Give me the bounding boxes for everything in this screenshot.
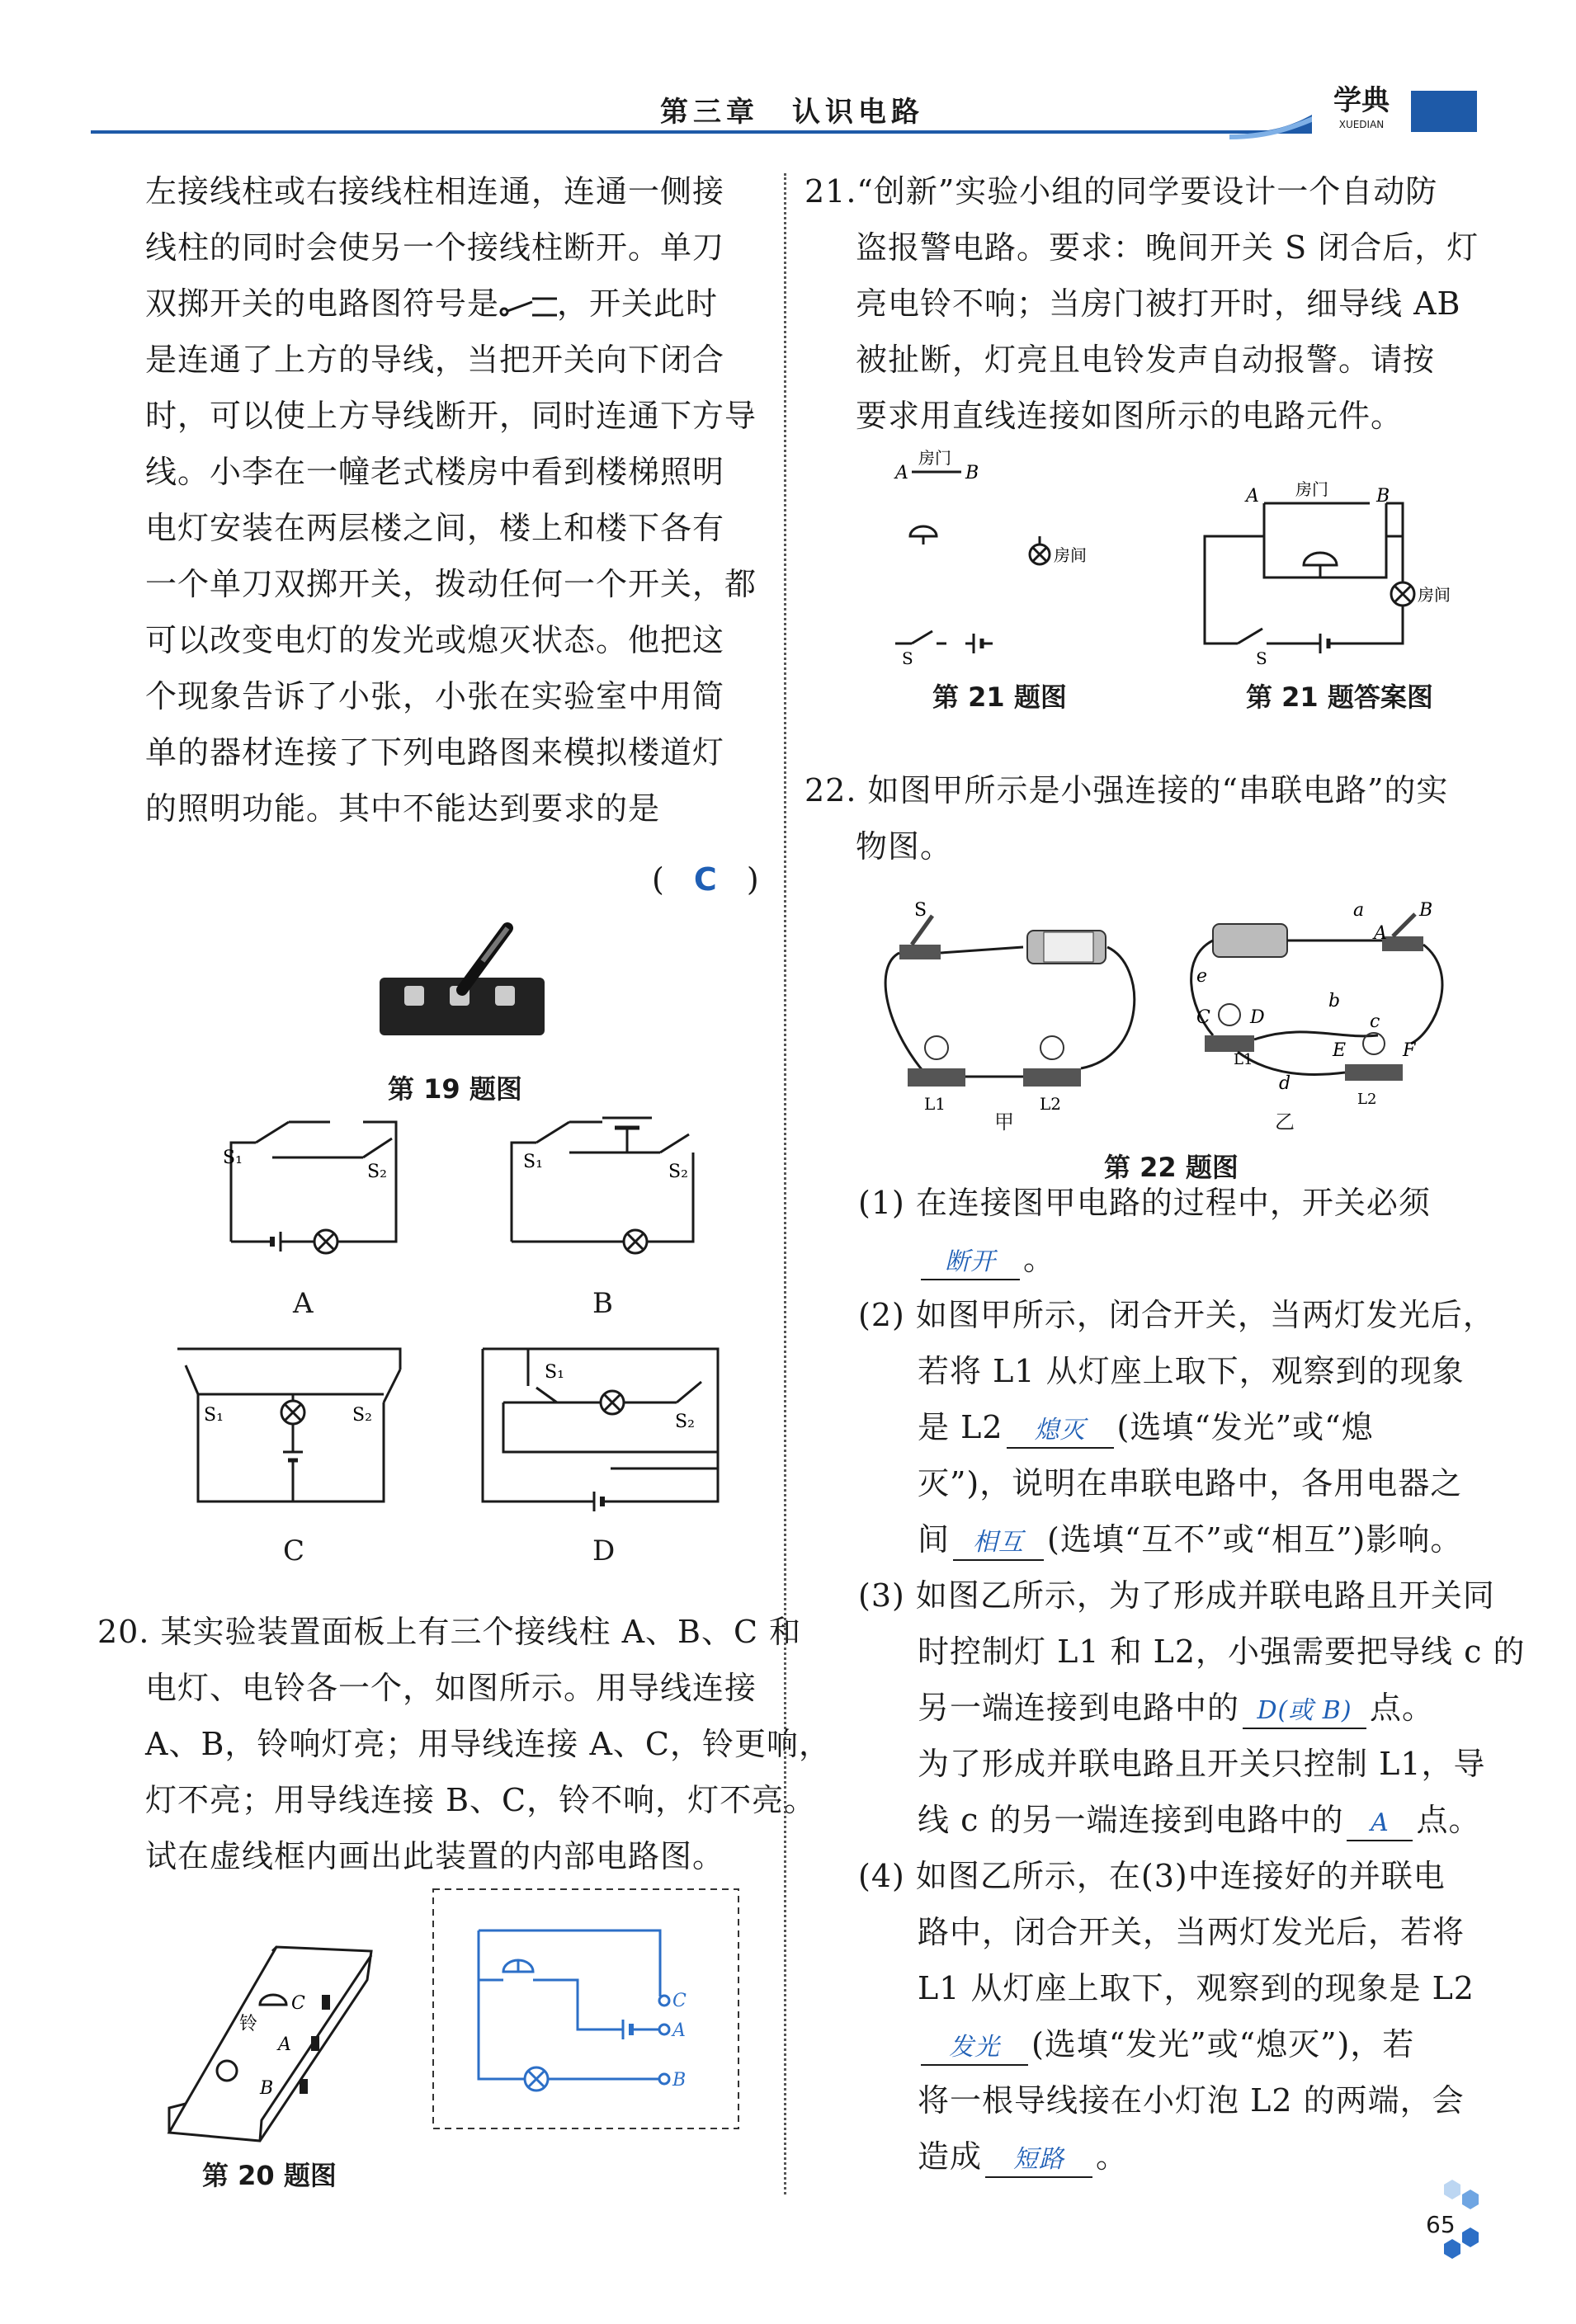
q21-line: 被扯断，灯亮且电铃发声自动报警。请按 [856, 342, 1436, 378]
spdt-switch-icon [499, 290, 557, 323]
q19-line: 电灯安装在两层楼之间，楼上和楼下各有 [145, 510, 725, 546]
q21-answer-figure [1205, 479, 1477, 668]
q20-panel-drawing [169, 1947, 375, 2153]
q22-line: 灭”)，说明在串联电路中，各用电器之 [918, 1465, 1463, 1501]
q19-answer: C [693, 861, 718, 898]
svg-text:A: A [895, 463, 908, 483]
q22-line: 若将 L1 从灯座上取下，观察到的现象 [918, 1353, 1465, 1389]
q21-line: 21.“创新”实验小组的同学要设计一个自动防 [805, 173, 1438, 210]
svg-text:B: B [965, 463, 979, 483]
q20-caption: 第 20 题图 [202, 2160, 337, 2191]
answer-blank: A [1347, 1807, 1413, 1841]
q21-text [805, 163, 1481, 444]
svg-text:房间: 房间 [1418, 585, 1451, 605]
q21-figure [887, 445, 1135, 668]
q22-line: 发光 (选填“发光”或“熄灭”)，若 [858, 2016, 1485, 2072]
svg-text:S₁: S₁ [523, 1152, 543, 1172]
q22-line: L1 从灯座上取下，观察到的现象是 L2 [918, 1970, 1475, 2006]
q21-caption-left: 第 21 题图 [932, 681, 1067, 713]
svg-text:B: B [260, 2078, 274, 2099]
svg-text:e: e [1196, 966, 1208, 987]
q19-text [145, 163, 764, 837]
svg-text:D: D [1250, 1007, 1265, 1028]
q19-circuit-d [479, 1345, 726, 1518]
q22-line: (3) 如图乙所示，为了形成并联电路且开关同 [858, 1577, 1495, 1614]
svg-text:C: C [291, 1993, 305, 2014]
q19-line: 的照明功能。其中不能达到要求的是 [145, 790, 661, 827]
q22-line: 造成 短路 。 [858, 2128, 1485, 2185]
answer-blank: 短路 [985, 2143, 1092, 2178]
q22-line: 是 L2 熄灭 (选填“发光”或“熄 [858, 1399, 1485, 1455]
q19-line: 单的器材连接了下列电路图来模拟楼道灯 [145, 734, 725, 771]
svg-text:S: S [902, 648, 913, 668]
q22-line: 断开 。 [858, 1231, 1485, 1287]
svg-text:房门: 房门 [1295, 479, 1328, 499]
svg-text:S: S [1256, 648, 1267, 668]
svg-text:B: B [1419, 900, 1433, 921]
q19-line: 时，可以使上方导线断开，同时连通下方导 [145, 398, 757, 434]
q19-circuit-a [198, 1118, 413, 1258]
q19-option-a: A [293, 1287, 314, 1320]
svg-text:S₂: S₂ [675, 1412, 695, 1432]
svg-text:d: d [1279, 1073, 1291, 1094]
q19-line: 是连通了上方的导线，当把开关向下闭合 [145, 342, 725, 378]
hexagon-decoration-icon [1436, 2178, 1485, 2269]
q19-line: 一个单刀双掷开关，拨动任何一个开关，都 [145, 566, 757, 602]
svg-text:房间: 房间 [1054, 545, 1087, 565]
q22-line: (1) 在连接图甲电路的过程中，开关必须 [858, 1185, 1431, 1221]
q20-line: 电灯、电铃各一个，如图所示。用导线连接 [145, 1670, 757, 1706]
q19-option-b: B [592, 1287, 613, 1320]
answer-blank: 相互 [953, 1526, 1044, 1561]
q19-line: 可以改变电灯的发光或熄灭状态。他把这 [145, 622, 725, 658]
answer-blank: 熄灭 [1007, 1414, 1114, 1449]
answer-blank: D(或 B) [1243, 1695, 1366, 1729]
q19-circuit-c [177, 1345, 408, 1518]
q22-line: 时控制灯 L1 和 L2，小强需要把导线 c 的 [918, 1633, 1526, 1670]
q19-switch-photo [371, 907, 553, 1048]
q20-text [97, 1604, 831, 1884]
q22-line: 将一根导线接在小灯泡 L2 的两端，会 [918, 2082, 1465, 2119]
svg-text:L1: L1 [1234, 1051, 1253, 1068]
q19-line: 线柱的同时会使另一个接线柱断开。单刀 [145, 229, 725, 266]
svg-text:房门: 房门 [918, 448, 951, 468]
q22-line: 线 c 的另一端连接到电路中的 A 点。 [858, 1792, 1485, 1848]
q22-fig-left-label: 甲 [994, 1110, 1014, 1134]
brand-logo [1312, 82, 1411, 140]
chapter-title: 第三章 认识电路 [660, 96, 924, 129]
page-header [91, 82, 1477, 140]
bell-label: 铃 [239, 2014, 258, 2034]
svg-text:C: C [1196, 1007, 1210, 1028]
q22-line: (4) 如图乙所示，在(3)中连接好的并联电 [858, 1858, 1446, 1894]
q20-line: 试在虚线框内画出此装置的内部电路图。 [145, 1838, 725, 1874]
q22-caption: 第 22 题图 [1104, 1152, 1239, 1183]
q21-line: 要求用直线连接如图所示的电路元件。 [856, 398, 1404, 434]
q22-fig-right-label: 乙 [1275, 1110, 1295, 1134]
svg-text:c: c [1370, 1011, 1380, 1032]
svg-text:A: A [278, 2034, 291, 2055]
answer-blank: 断开 [921, 1246, 1020, 1280]
svg-text:E: E [1333, 1040, 1347, 1061]
brand-name: 学典 [1333, 84, 1390, 117]
q19-line: 个现象告诉了小张，小张在实验室中用简 [145, 678, 725, 714]
q22-text [805, 762, 1481, 874]
q22-figure-left [875, 899, 1155, 1114]
svg-text:B: B [1376, 486, 1390, 507]
svg-text:B: B [672, 2070, 687, 2091]
q22-line: 为了形成并联电路且开关只控制 L1，导 [918, 1746, 1486, 1782]
svg-text:S₂: S₂ [668, 1162, 688, 1182]
q21-caption-right: 第 21 题答案图 [1246, 681, 1433, 713]
svg-text:A: A [672, 2020, 686, 2041]
q22-line: 物图。 [856, 828, 953, 865]
q21-line: 亮电铃不响；当房门被打开时，细导线 AB [856, 285, 1461, 322]
svg-text:L1: L1 [924, 1094, 946, 1114]
s1-label: S₁ [223, 1148, 243, 1168]
q19-option-c: C [283, 1534, 305, 1567]
q22-line: 间 相互 (选填“互不”或“相互”)影响。 [858, 1511, 1485, 1567]
q22-line: 路中，闭合开关，当两灯发光后，若将 [918, 1914, 1465, 1950]
q20-line: 灯不亮；用导线连接 B、C，铃不响，灯不亮。 [145, 1782, 817, 1818]
s2-label: S₂ [367, 1162, 387, 1182]
q19-answer-slot: ( C ) [652, 861, 760, 898]
q19-line: 线。小李在一幢老式楼房中看到楼梯照明 [145, 454, 725, 490]
svg-text:b: b [1328, 991, 1341, 1011]
svg-text:L2: L2 [1357, 1091, 1377, 1108]
svg-text:A: A [1246, 486, 1259, 507]
column-divider [784, 173, 786, 2194]
svg-text:S₂: S₂ [352, 1405, 372, 1426]
q19-option-d: D [592, 1534, 616, 1567]
q21-line: 盗报警电路。要求：晚间开关 S 闭合后，灯 [856, 229, 1479, 266]
q19-caption: 第 19 题图 [388, 1073, 522, 1105]
q20-line: 20. 某实验装置面板上有三个接线柱 A、B、C 和 [97, 1614, 802, 1650]
svg-text:S: S [914, 900, 927, 921]
q20-line: A、B，铃响灯亮；用导线连接 A、C，铃更响， [145, 1726, 831, 1762]
answer-blank: 发光 [921, 2031, 1028, 2066]
q19-circuit-b [495, 1118, 718, 1258]
svg-text:L2: L2 [1040, 1094, 1062, 1114]
q22-line: 另一端连接到电路中的 D(或 B) 点。 [858, 1680, 1485, 1736]
q22-line: (2) 如图甲所示，闭合开关，当两灯发光后， [858, 1297, 1495, 1333]
q22-subquestions [858, 1175, 1526, 2185]
svg-text:S₁: S₁ [204, 1405, 224, 1426]
svg-text:C: C [672, 1991, 687, 2011]
svg-text:a: a [1353, 900, 1365, 921]
q19-line-symbol: 双掷开关的电路图符号是 ，开关此时 [145, 285, 719, 322]
svg-text:S₁: S₁ [545, 1362, 564, 1383]
brand-en: XUEDIAN [1338, 119, 1385, 130]
q22-line: 22. 如图甲所示是小强连接的“串联电路”的实 [805, 772, 1449, 808]
q20-answer-box [433, 1889, 738, 2128]
svg-text:A: A [1374, 923, 1387, 944]
page-number: 65 [1426, 2211, 1456, 2238]
q22-figure-right [1172, 899, 1477, 1114]
svg-text:F: F [1403, 1040, 1416, 1061]
q19-line: 左接线柱或右接线柱相连通，连通一侧接 [145, 173, 725, 210]
